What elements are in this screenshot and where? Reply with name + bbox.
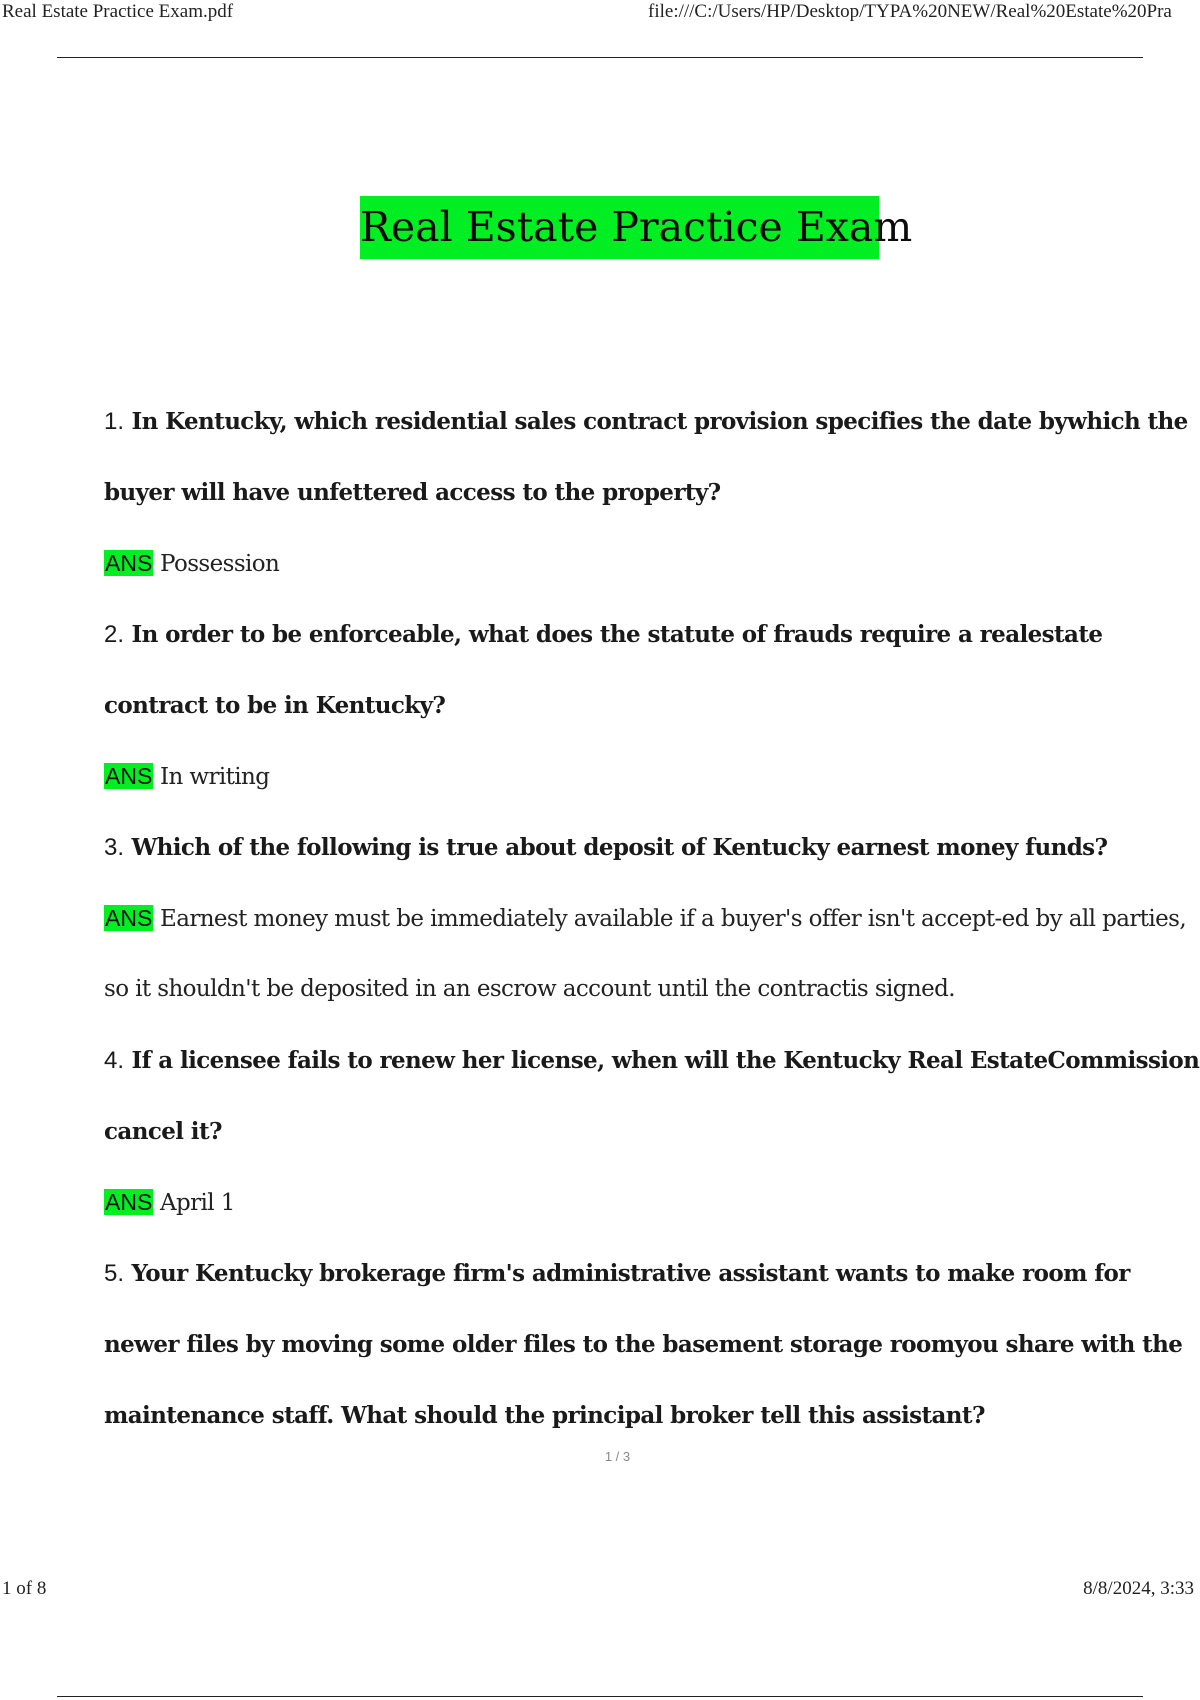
answer-label: ANS [105, 763, 153, 789]
question-line [104, 812, 1134, 883]
file-url: file:///C:/Users/HP/Desktop/TYPA%20NEW/Real%20Estate%20Pra [648, 1, 1172, 22]
answer-text: so it shouldn't be deposited in an escrow account until the contractis signed. [104, 976, 955, 1002]
document-name: Real Estate Practice Exam.pdf [2, 1, 234, 22]
question-line [104, 1096, 1134, 1167]
question-list [104, 386, 1200, 1451]
answer-text: Possession [160, 551, 280, 577]
page-indicator: 1 / 3 [604, 1449, 631, 1464]
answer-text: Earnest money must be immediately available if a buyer's offer isn't accept-ed by all parties, [160, 906, 1187, 932]
question-text: newer files by moving some older files to the basement storage roomyou share with the [104, 1331, 1183, 1358]
question-line [104, 1309, 1183, 1380]
question-line [104, 599, 1134, 670]
question-text: contract to be in Kentucky? [104, 692, 446, 719]
answer-text: In writing [160, 764, 270, 790]
question-line [104, 386, 1188, 457]
question-text: In order to be enforceable, what does the statute of frauds require a realestate [131, 621, 1103, 648]
question-number: 5. [104, 1260, 125, 1287]
question-line [104, 670, 1134, 741]
question-line [104, 1025, 1200, 1096]
question-text: buyer will have unfettered access to the property? [104, 479, 721, 506]
page-counter: 1 of 8 [2, 1578, 47, 1599]
answer-line [104, 528, 1134, 599]
footer-divider [57, 1696, 1143, 1697]
question-line [104, 1380, 1134, 1451]
page-title: Real Estate Practice Exam [360, 196, 879, 259]
question-text: If a licensee fails to renew her license, when will the Kentucky Real EstateCommission [131, 1047, 1200, 1074]
question-text: In Kentucky, which residential sales contract provision specifies the date bywhich the [131, 408, 1188, 435]
answer-label: ANS [105, 905, 153, 931]
answer-label: ANS [105, 1189, 153, 1215]
question-number: 4. [104, 1047, 125, 1074]
answer-line [104, 883, 1187, 954]
question-number: 1. [104, 408, 125, 435]
question-number: 3. [104, 834, 125, 861]
header-divider [57, 57, 1143, 58]
answer-line [104, 954, 1134, 1025]
question-text: Which of the following is true about deposit of Kentucky earnest money funds? [131, 834, 1108, 861]
question-text: maintenance staff. What should the principal broker tell this assistant? [104, 1402, 985, 1429]
question-text: cancel it? [104, 1118, 222, 1145]
answer-line [104, 741, 1134, 812]
question-number: 2. [104, 621, 125, 648]
question-text: Your Kentucky brokerage firm's administrative assistant wants to make room for [131, 1260, 1130, 1287]
print-header [0, 0, 1200, 26]
answer-text: April 1 [160, 1190, 235, 1216]
print-datetime: 8/8/2024, 3:33 [1083, 1578, 1194, 1599]
question-line [104, 1238, 1134, 1309]
question-line [104, 457, 1134, 528]
answer-line [104, 1167, 1134, 1238]
answer-label: ANS [105, 550, 153, 576]
